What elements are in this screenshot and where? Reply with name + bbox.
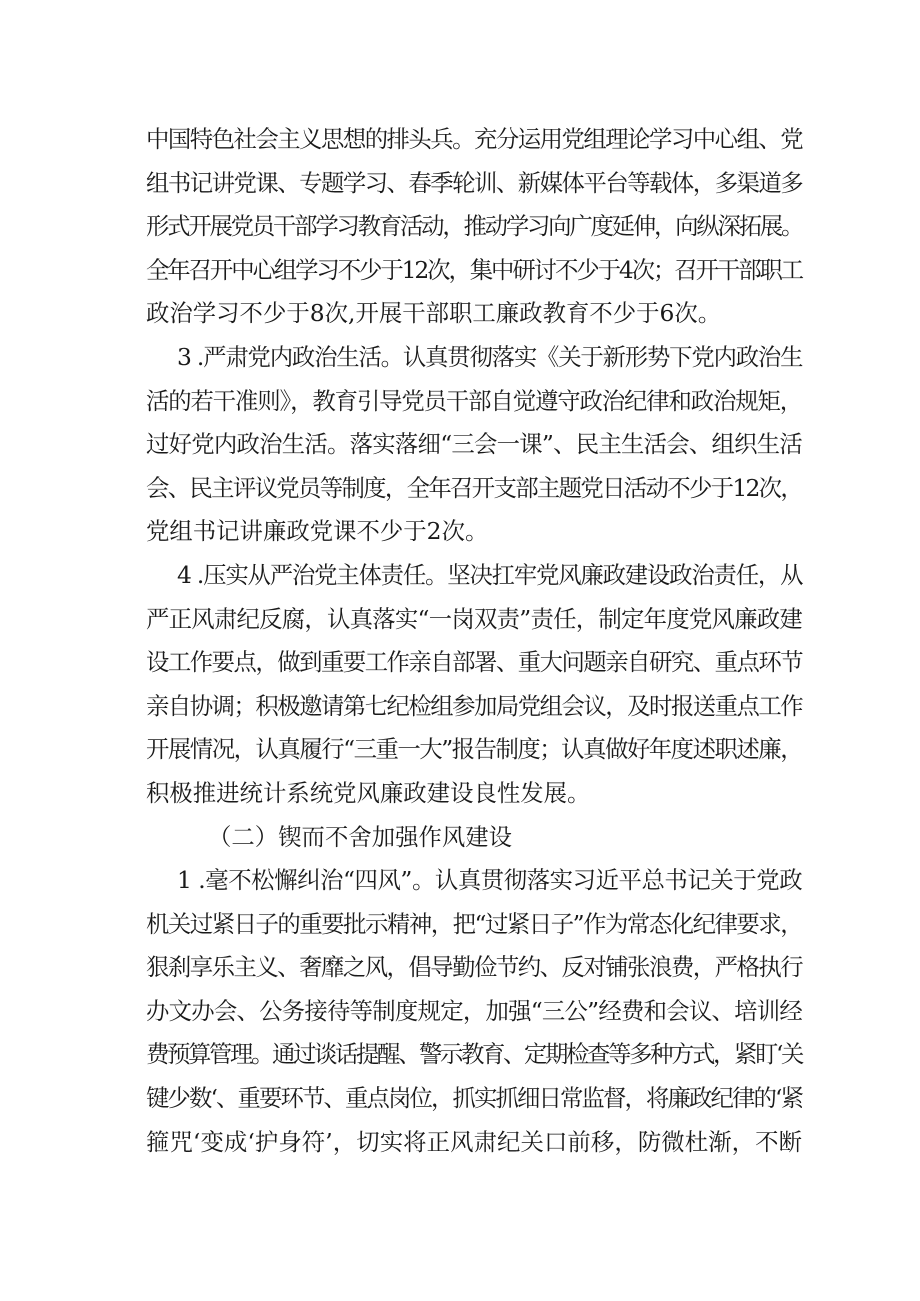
text-line: 中国特色社会主义思想的排头兵。充分运用党组理论学习中心组、党 — [146, 125, 802, 153]
text-line: 设工作要点，做到重要工作亲自部署、重大问题亲自研究、重点环节 — [146, 648, 802, 677]
text-line: 积极推进统计系统党风廉政建设良性发展。 — [146, 778, 591, 807]
document-body — [146, 118, 802, 1164]
text-line: 狠刹享乐主义、奢靡之风，倡导勤俭节约、反对铺张浪费，严格执行 — [146, 953, 802, 982]
paragraph-start-line: 1 .毫不松懈纠治“四风”。认真贯彻落实习近平总书记关于党政 — [177, 866, 802, 895]
text-line: 费预算管理。通过谈话提醒、警示教育、定期检查等多种方式，紧盯‘关 — [146, 1040, 802, 1069]
text-line: 箍咒‘变成‘护身符’，切实将正风肃纪关口前移，防微杜渐，不断 — [146, 1127, 802, 1156]
text-line: 机关过紧日子的重要批示精神，把“过紧日子”作为常态化纪律要求， — [146, 909, 802, 938]
paragraph-start-line: 3 .严肃党内政治生活。认真贯彻落实《关于新形势下党内政治生 — [177, 342, 803, 371]
text-line: 会、民主评议党员等制度，全年召开支部主题党日活动不少于12次， — [146, 473, 802, 502]
text-line: 过好党内政治生活。落实落细“三会一课”、民主生活会、组织生活 — [146, 430, 802, 459]
paragraph-start-line: 4 .压实从严治党主体责任。坚决扛牢党风廉政建设政治责任，从 — [177, 560, 803, 589]
text-line: 开展情况，认真履行“三重一大”报告制度；认真做好年度述职述廉， — [146, 735, 802, 764]
text-line: 党组书记讲廉政党课不少于2次。 — [146, 517, 489, 546]
text-line: 形式开展党员干部学习教育活动，推动学习向广度延伸，向纵深拓展。 — [146, 212, 802, 241]
text-line: 严正风肃纪反腐，认真落实“一岗双责”责任，制定年度党风廉政建 — [146, 604, 802, 633]
text-line: 键少数‘、重要环节、重点岗位，抓实抓细日常监督，将廉政纪律的‘紧 — [146, 1084, 802, 1113]
section-heading: （二）锲而不舍加强作风建设 — [208, 822, 513, 851]
text-line: 全年召开中心组学习不少于12次，集中研讨不少于4次；召开干部职工 — [146, 255, 802, 284]
text-line: 活的若干准则》，教育引导党员干部自觉遵守政治纪律和政治规矩， — [146, 386, 802, 415]
text-line: 政治学习不少于8次,开展干部职工廉政教育不少于6次。 — [146, 299, 722, 328]
text-line: 办文办会、公务接待等制度规定，加强“三公”经费和会议、培训经 — [146, 996, 802, 1025]
text-line: 亲自协调；积极邀请第七纪检组参加局党组会议，及时报送重点工作 — [146, 691, 802, 720]
text-line: 组书记讲党课、专题学习、春季轮训、新媒体平台等载体，多渠道多 — [146, 168, 802, 197]
